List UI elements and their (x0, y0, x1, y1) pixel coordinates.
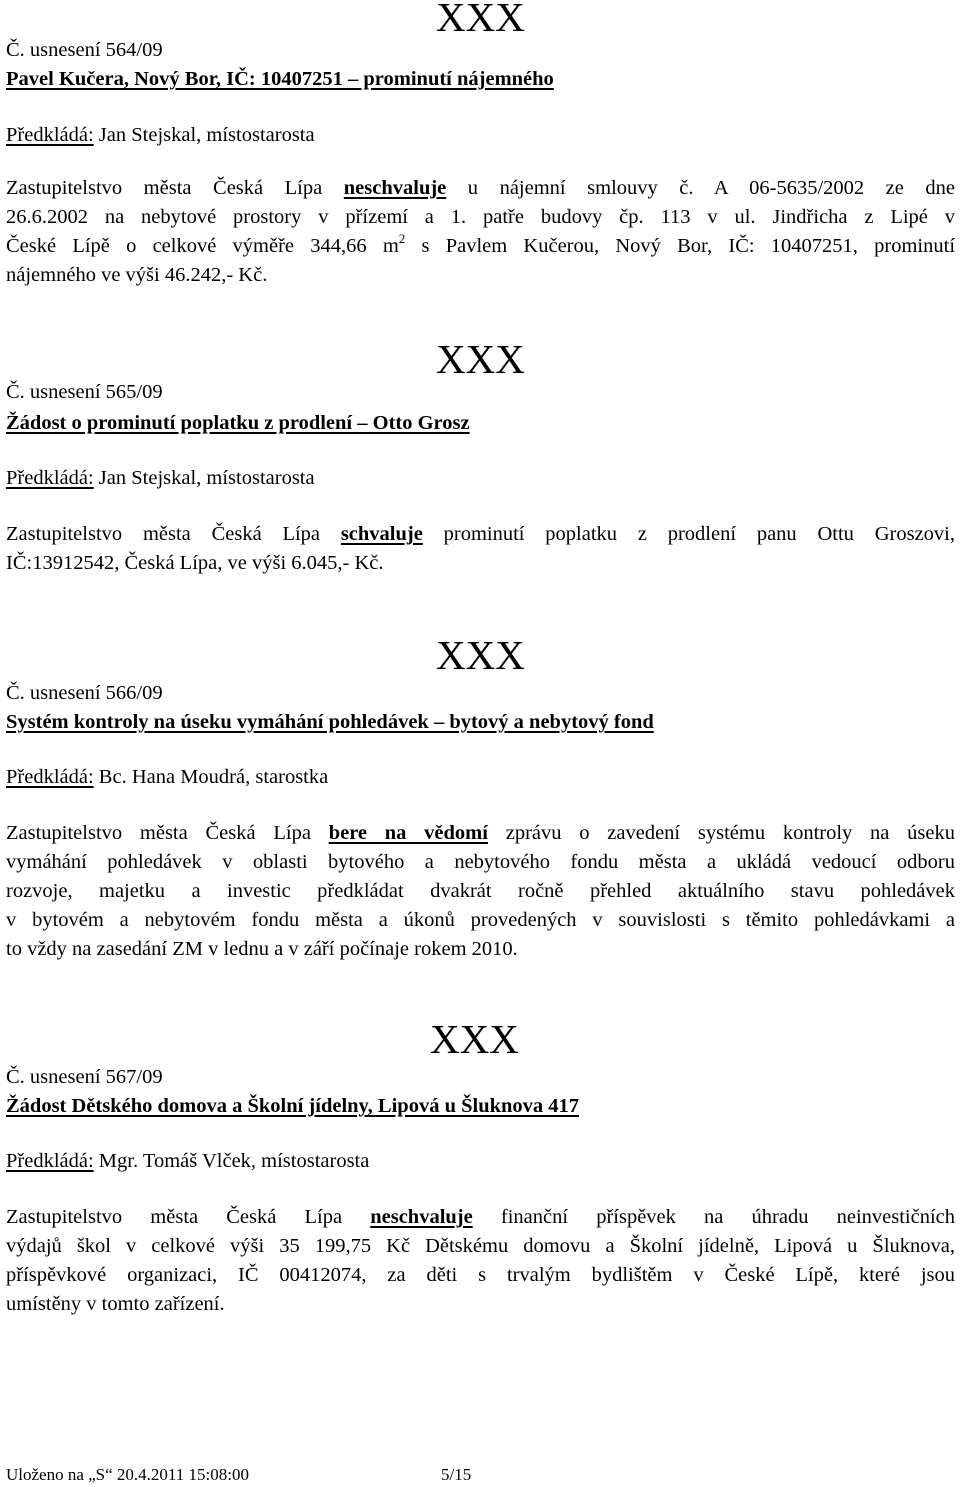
section-marker: XXX (436, 632, 525, 678)
presenter-name: Jan Stejskal, místostarosta (98, 124, 315, 146)
body-line: rozvoje, majetku a investic předkládat dvakrát ročně přehled aktuálního stavu pohledávek (6, 880, 955, 902)
presenter-line (6, 1147, 369, 1175)
footer-saved: Uloženo na „S“ 20.4.2011 15:08:00 (6, 1465, 249, 1484)
body-text: Zastupitelstvo města Česká Lípa (6, 523, 321, 545)
presenter-label: Předkládá: (6, 766, 94, 788)
section-marker: XXX (436, 0, 525, 40)
body-line: v bytovém a nebytovém fondu města a úkonů provedených v souvislosti s těmito pohledávkami a (6, 909, 955, 931)
resolution-number: Č. usnesení 565/09 (6, 381, 163, 403)
resolution-title: Pavel Kučera, Nový Bor, IČ: 10407251 – prominutí nájemného (6, 68, 554, 90)
resolution-body (6, 520, 955, 578)
resolution-title: Žádost Dětského domova a Školní jídelny, Lipová u Šluknova 417 (6, 1095, 580, 1117)
resolution-verb: neschvaluje (343, 177, 447, 199)
body-line (6, 1203, 955, 1232)
body-line (6, 520, 955, 549)
body-line: to vždy na zasedání ZM v lednu a v září počínaje rokem 2010. (6, 938, 518, 960)
body-text: České Lípě o celkové výměře 344,66 m (6, 235, 399, 257)
resolution-title: Žádost o prominutí poplatku z prodlení – Otto Grosz (6, 412, 470, 434)
body-line: nájemného ve výši 46.242,- Kč. (6, 264, 268, 286)
body-line: vymáhání pohledávek v oblasti bytového a nebytového fondu města a ukládá vedoucí odboru (6, 851, 955, 873)
body-line: umístěny v tomto zařízení. (6, 1293, 225, 1315)
section-marker: XXX (430, 1016, 519, 1062)
resolution-number: Č. usnesení 566/09 (6, 682, 163, 704)
resolution-verb: bere na vědomí (328, 822, 488, 844)
body-text: u nájemní smlouvy č. A 06-5635/2002 ze dne (467, 177, 955, 199)
body-text: Zastupitelstvo města Česká Lípa (6, 177, 323, 199)
body-line (6, 819, 955, 848)
presenter-label: Předkládá: (6, 1150, 94, 1172)
body-line: 26.6.2002 na nebytové prostory v přízemí a 1. patře budovy čp. 113 v ul. Jindřicha z Lipé v (6, 206, 955, 228)
superscript: 2 (398, 231, 406, 246)
body-line: příspěvkové organizaci, IČ 00412074, za děti s trvalým bydlištěm v České Lípě, které jsou (6, 1264, 955, 1286)
resolution-verb: schvaluje (340, 523, 423, 545)
presenter-name: Mgr. Tomáš Vlček, místostarosta (98, 1150, 370, 1172)
resolution-number: Č. usnesení 564/09 (6, 39, 163, 61)
body-text: Zastupitelstvo města Česká Lípa (6, 1206, 343, 1228)
resolution-body (6, 174, 955, 290)
body-text: Zastupitelstvo města Česká Lípa (6, 822, 311, 844)
body-text: zprávu o zavedení systému kontroly na úseku (505, 822, 955, 844)
presenter-label: Předkládá: (6, 467, 94, 489)
presenter-line (6, 763, 328, 791)
resolution-verb: neschvaluje (370, 1206, 473, 1228)
section-marker: XXX (436, 336, 525, 382)
resolution-body (6, 1203, 955, 1319)
body-line (6, 232, 955, 261)
resolution-number: Č. usnesení 567/09 (6, 1066, 163, 1088)
resolution-body (6, 819, 955, 964)
presenter-label: Předkládá: (6, 124, 94, 146)
body-text: finanční příspěvek na úhradu neinvestičních (500, 1206, 956, 1228)
body-line (6, 174, 955, 203)
body-text: prominutí poplatku z prodlení panu Ottu Groszovi, (443, 523, 955, 545)
presenter-name: Bc. Hana Moudrá, starostka (98, 766, 329, 788)
body-line: výdajů škol v celkové výši 35 199,75 Kč Dětskému domovu a Školní jídelně, Lipová u Šluknova, (6, 1235, 955, 1257)
body-line: IČ:13912542, Česká Lípa, ve výši 6.045,- Kč. (6, 552, 384, 574)
resolution-title: Systém kontroly na úseku vymáhání pohledávek – bytový a nebytový fond (6, 711, 654, 733)
presenter-name: Jan Stejskal, místostarosta (98, 467, 315, 489)
presenter-line (6, 464, 315, 492)
presenter-line (6, 121, 315, 149)
body-text: s Pavlem Kučerou, Nový Bor, IČ: 10407251, prominutí (421, 235, 956, 257)
footer-page-number: 5/15 (441, 1465, 472, 1484)
